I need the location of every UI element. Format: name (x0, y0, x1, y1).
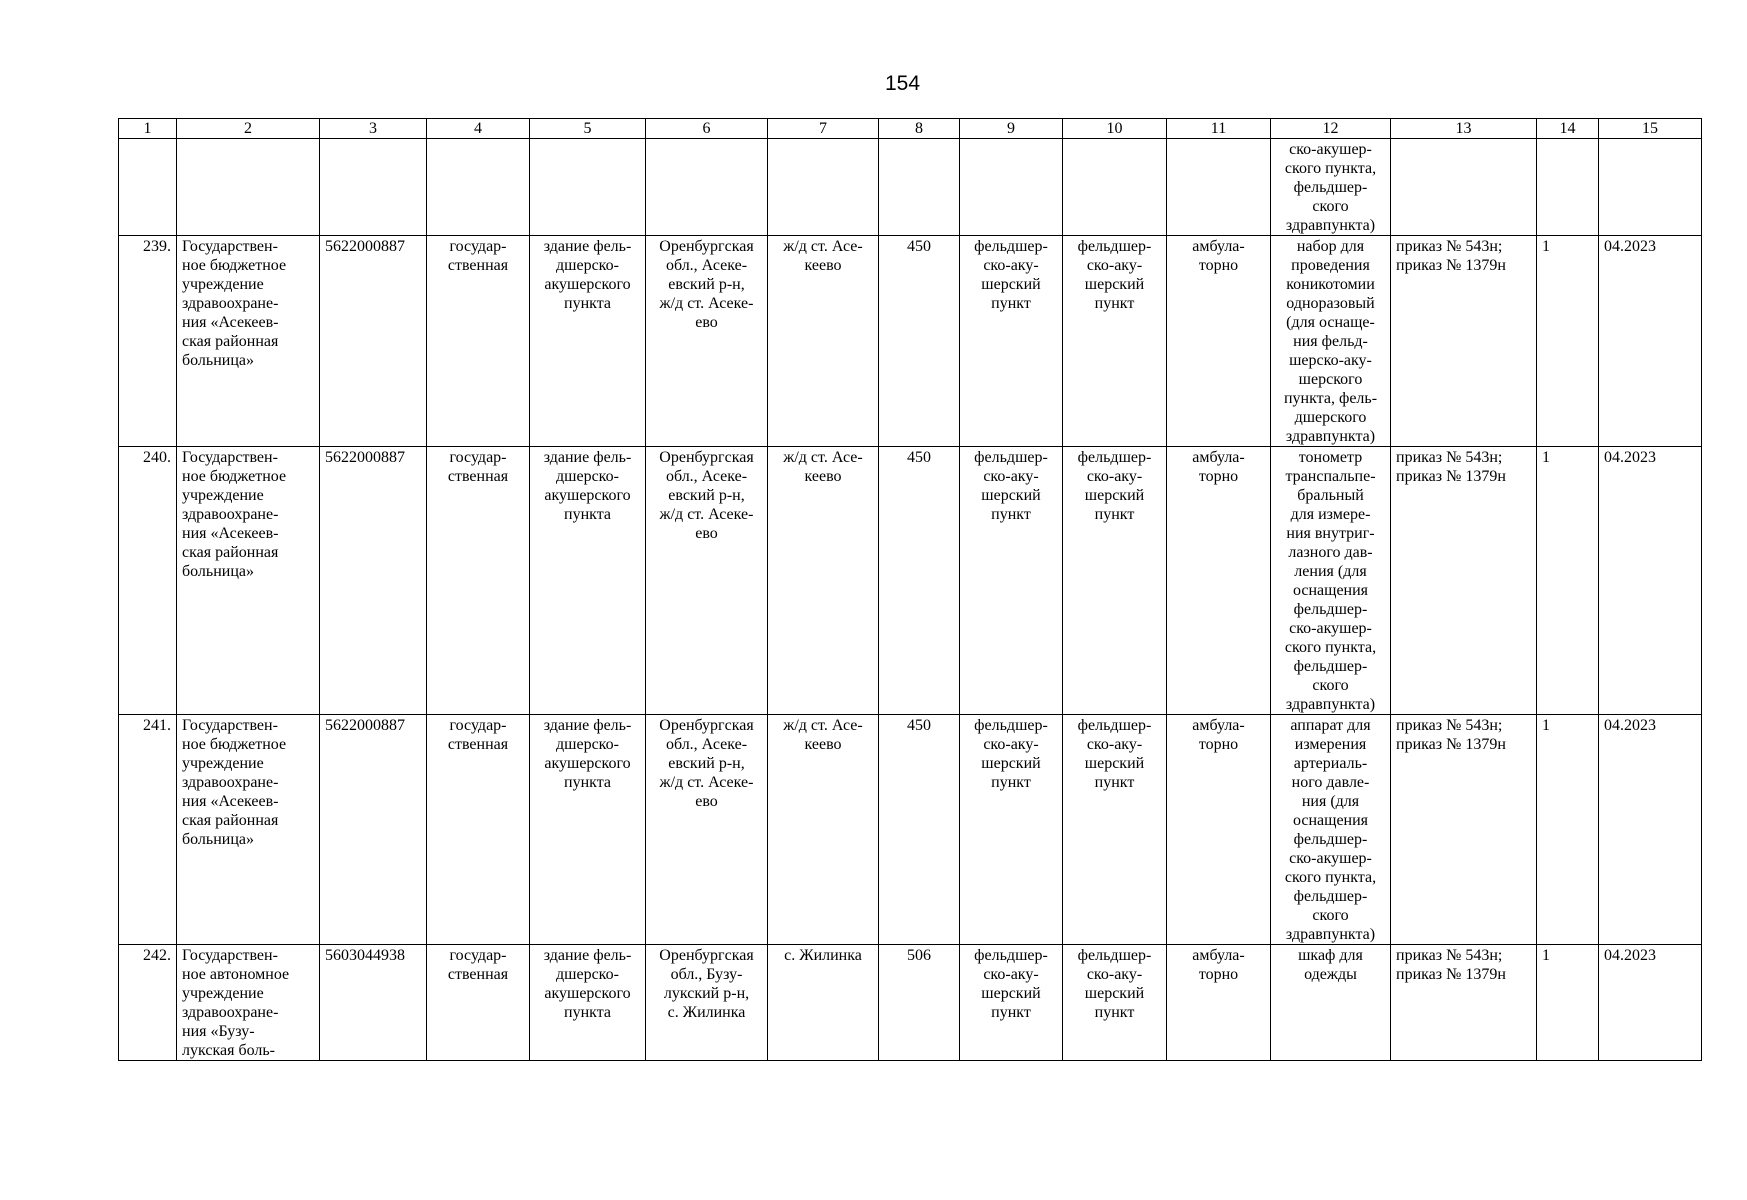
cell-object (530, 139, 646, 236)
cell-care (1167, 139, 1271, 236)
cell-line: кеево (804, 468, 842, 485)
cell-line: приказ № 1379н (1396, 736, 1506, 753)
registry-table (118, 118, 1702, 1061)
cell-line: кеево (804, 736, 842, 753)
cell-line: ского (1312, 677, 1349, 694)
cell-line: ско-аку- (1086, 257, 1143, 274)
cell-num: 240. (119, 447, 177, 715)
cell-line: одноразовый (1286, 295, 1375, 312)
cell-equipment (1271, 447, 1391, 715)
cell-line: лукский р-н, (663, 985, 750, 1002)
cell-locality (768, 139, 879, 236)
cell-line: больница» (182, 831, 254, 848)
cell-org (177, 945, 320, 1061)
cell-inn (320, 139, 427, 236)
cell-line: ния «Асекеев- (182, 793, 279, 810)
cell-line: шерский (981, 276, 1041, 293)
cell-num: 239. (119, 236, 177, 447)
cell-line: акушерского (544, 487, 631, 504)
cell-type9 (960, 139, 1063, 236)
column-header-11: 11 (1167, 119, 1271, 139)
cell-org (177, 447, 320, 715)
cell-line: тонометр (1298, 449, 1363, 466)
cell-line: фельдшер- (1293, 888, 1368, 905)
cell-line: акушерского (544, 755, 631, 772)
cell-equipment (1271, 236, 1391, 447)
cell-line: шерского (1298, 371, 1363, 388)
cell-order (1391, 139, 1537, 236)
cell-line: (для оснаще- (1286, 314, 1375, 331)
cell-line: шерский (981, 755, 1041, 772)
cell-line: здравпункта) (1285, 926, 1376, 943)
table-row (119, 236, 1702, 447)
cell-type9 (960, 447, 1063, 715)
cell-line: ево (695, 314, 718, 331)
cell-care (1167, 945, 1271, 1061)
cell-line: учреждение (182, 985, 264, 1002)
cell-line: приказ № 543н; (1396, 717, 1503, 734)
cell-line: артериаль- (1293, 755, 1368, 772)
cell-line: ского пункта, (1284, 869, 1377, 886)
cell-line: оснащения (1292, 582, 1369, 599)
cell-line: шерский (981, 985, 1041, 1002)
cell-num: 242. (119, 945, 177, 1061)
cell-code: 506 (879, 945, 960, 1061)
cell-order (1391, 447, 1537, 715)
cell-line: ская районная (182, 812, 279, 829)
cell-ownership (427, 236, 530, 447)
column-header-14: 14 (1537, 119, 1599, 139)
cell-qty: 1 (1537, 447, 1599, 715)
cell-locality (768, 715, 879, 945)
cell-line: фельдшер- (974, 238, 1048, 255)
cell-line: пункта (564, 1004, 611, 1021)
cell-num: 241. (119, 715, 177, 945)
cell-address (646, 945, 768, 1061)
cell-line: ния «Асекеев- (182, 314, 279, 331)
column-header-15: 15 (1599, 119, 1702, 139)
cell-line: дшерско- (556, 468, 619, 485)
cell-line: Государствен- (182, 238, 278, 255)
cell-address (646, 139, 768, 236)
cell-line: лазного дав- (1288, 544, 1373, 561)
cell-ownership (427, 139, 530, 236)
cell-address (646, 236, 768, 447)
cell-date (1599, 139, 1702, 236)
cell-line: ж/д ст. Асе- (783, 238, 863, 255)
cell-type10 (1063, 139, 1167, 236)
cell-line: ского (1312, 198, 1349, 215)
cell-object (530, 447, 646, 715)
column-header-1: 1 (119, 119, 177, 139)
cell-line: ско-аку- (1086, 468, 1143, 485)
cell-line: Оренбургская (659, 238, 754, 255)
cell-line: учреждение (182, 276, 264, 293)
cell-care (1167, 715, 1271, 945)
cell-line: здравоохране- (182, 506, 279, 523)
cell-line: фельдшер- (1077, 717, 1152, 734)
cell-line: Оренбургская (659, 947, 754, 964)
cell-line: ская районная (182, 333, 279, 350)
cell-line: государ- (449, 717, 507, 734)
cell-order (1391, 945, 1537, 1061)
cell-date: 04.2023 (1599, 945, 1702, 1061)
cell-line: ско-акушер- (1289, 141, 1372, 158)
cell-line: пункт (1094, 295, 1135, 312)
cell-line: здание фель- (543, 947, 632, 964)
cell-line: пункт (1094, 774, 1135, 791)
cell-care (1167, 236, 1271, 447)
cell-ownership (427, 715, 530, 945)
cell-line: пункт (991, 295, 1031, 312)
cell-line: набор для (1296, 238, 1365, 255)
cell-line: транспальпе- (1285, 468, 1376, 485)
cell-object (530, 236, 646, 447)
cell-line: фельдшер- (1077, 238, 1152, 255)
column-header-7: 7 (768, 119, 879, 139)
cell-line: фельдшер- (1293, 601, 1368, 618)
cell-org (177, 139, 320, 236)
cell-line: ского пункта, (1284, 160, 1377, 177)
cell-line: ния (для (1301, 793, 1360, 810)
column-header-10: 10 (1063, 119, 1167, 139)
cell-line: ско-аку- (983, 736, 1039, 753)
column-header-9: 9 (960, 119, 1063, 139)
cell-line: больница» (182, 563, 254, 580)
cell-line: Государствен- (182, 947, 278, 964)
cell-type10 (1063, 447, 1167, 715)
cell-line: шерско-аку- (1289, 352, 1372, 369)
cell-qty: 1 (1537, 236, 1599, 447)
cell-ownership (427, 447, 530, 715)
column-header-3: 3 (320, 119, 427, 139)
cell-equipment (1271, 715, 1391, 945)
cell-line: обл., Асеке- (665, 468, 748, 485)
cell-line: обл., Асеке- (665, 736, 748, 753)
cell-line: ное автономное (182, 966, 290, 983)
cell-date: 04.2023 (1599, 236, 1702, 447)
cell-date: 04.2023 (1599, 447, 1702, 715)
cell-inn: 5622000887 (320, 236, 427, 447)
cell-line: фельдшер- (1293, 831, 1368, 848)
cell-line: ж/д ст. Асеке- (659, 506, 754, 523)
cell-line: государ- (449, 449, 507, 466)
page-number: 154 (884, 72, 921, 95)
cell-line: ственная (447, 736, 509, 753)
cell-line: приказ № 543н; (1396, 238, 1503, 255)
cell-line: амбула- (1192, 947, 1245, 964)
cell-line: проведения (1291, 257, 1370, 274)
cell-line: ского (1312, 907, 1349, 924)
cell-inn: 5603044938 (320, 945, 427, 1061)
cell-line: учреждение (182, 755, 264, 772)
cell-line: ственная (447, 257, 509, 274)
cell-line: приказ № 543н; (1396, 449, 1503, 466)
cell-ownership (427, 945, 530, 1061)
cell-line: пункта (564, 774, 611, 791)
cell-line: бральный (1297, 487, 1364, 504)
cell-line: государ- (449, 947, 507, 964)
cell-line: торно (1198, 966, 1239, 983)
cell-line: ж/д ст. Асе- (783, 449, 863, 466)
cell-line: обл., Асеке- (665, 257, 748, 274)
cell-line: амбула- (1192, 238, 1245, 255)
cell-line: дшерско- (556, 966, 619, 983)
cell-inn: 5622000887 (320, 715, 427, 945)
cell-type9 (960, 945, 1063, 1061)
cell-line: ное бюджетное (182, 257, 287, 274)
cell-line: ско-аку- (1086, 736, 1143, 753)
cell-line: торно (1198, 736, 1239, 753)
cell-line: ско-аку- (983, 468, 1039, 485)
cell-line: пункт (991, 774, 1031, 791)
cell-line: ского пункта, (1284, 639, 1377, 656)
cell-line: больница» (182, 352, 254, 369)
cell-line: ж/д ст. Асеке- (659, 295, 754, 312)
cell-line: здравоохране- (182, 1004, 279, 1021)
continuation-row (119, 139, 1702, 236)
table-row (119, 447, 1702, 715)
cell-line: ное бюджетное (182, 736, 287, 753)
cell-line: ско-аку- (983, 966, 1039, 983)
cell-line: здание фель- (543, 238, 632, 255)
cell-type9 (960, 715, 1063, 945)
cell-line: ско-аку- (983, 257, 1039, 274)
column-header-4: 4 (427, 119, 530, 139)
cell-line: акушерского (544, 985, 631, 1002)
cell-line: амбула- (1192, 717, 1245, 734)
cell-line: фельдшер- (1293, 179, 1368, 196)
cell-line: здравпункта) (1285, 217, 1376, 234)
cell-line: здравоохране- (182, 774, 279, 791)
cell-line: акушерского (544, 276, 631, 293)
cell-line: одежды (1304, 966, 1357, 983)
cell-qty: 1 (1537, 715, 1599, 945)
cell-org (177, 715, 320, 945)
cell-line: ская районная (182, 544, 279, 561)
cell-line: здание фель- (543, 449, 632, 466)
cell-object (530, 945, 646, 1061)
cell-line: пункт (991, 506, 1031, 523)
cell-line: ево (695, 793, 718, 810)
cell-date: 04.2023 (1599, 715, 1702, 945)
cell-line: коникотомии (1286, 276, 1375, 293)
cell-order (1391, 715, 1537, 945)
cell-line: Государствен- (182, 717, 278, 734)
cell-qty: 1 (1537, 945, 1599, 1061)
cell-line: ния «Асекеев- (182, 525, 279, 542)
cell-line: приказ № 1379н (1396, 468, 1506, 485)
cell-equipment (1271, 945, 1391, 1061)
cell-line: измерения (1294, 736, 1367, 753)
column-header-8: 8 (879, 119, 960, 139)
cell-line: пункта, фель- (1283, 390, 1378, 407)
cell-code: 450 (879, 715, 960, 945)
cell-line: фельдшер- (1077, 449, 1152, 466)
cell-line: ж/д ст. Асеке- (659, 774, 754, 791)
cell-num (119, 139, 177, 236)
cell-line: аппарат для (1290, 717, 1371, 734)
cell-line: приказ № 543н; (1396, 947, 1503, 964)
cell-line: приказ № 1379н (1396, 257, 1506, 274)
cell-care (1167, 447, 1271, 715)
cell-line: кеево (804, 257, 842, 274)
cell-org (177, 236, 320, 447)
cell-line: Оренбургская (659, 449, 754, 466)
cell-line: пункт (1094, 1004, 1135, 1021)
cell-address (646, 447, 768, 715)
cell-line: ния внутриг- (1286, 525, 1375, 542)
cell-type10 (1063, 715, 1167, 945)
cell-line: фельдшер- (974, 717, 1048, 734)
cell-line: приказ № 1379н (1396, 966, 1506, 983)
cell-line: фельдшер- (1293, 658, 1368, 675)
cell-line: здравоохране- (182, 295, 279, 312)
cell-line: ево (695, 525, 718, 542)
cell-type10 (1063, 945, 1167, 1061)
cell-locality (768, 447, 879, 715)
cell-line: ж/д ст. Асе- (783, 717, 863, 734)
cell-line: пункта (564, 506, 611, 523)
cell-line: для измере- (1290, 506, 1371, 523)
cell-locality (768, 236, 879, 447)
column-header-2: 2 (177, 119, 320, 139)
cell-line: шерский (981, 487, 1041, 504)
cell-line: ско-акушер- (1289, 620, 1372, 637)
cell-line: здравпункта) (1285, 696, 1376, 713)
column-header-6: 6 (646, 119, 768, 139)
cell-line: торно (1198, 257, 1239, 274)
cell-line: с. Жилинка (784, 947, 862, 964)
cell-line: пункта (564, 295, 611, 312)
cell-line: шерский (1084, 985, 1145, 1002)
cell-line: евский р-н, (668, 755, 745, 772)
cell-line: ско-аку- (1086, 966, 1143, 983)
table-row (119, 715, 1702, 945)
column-header-5: 5 (530, 119, 646, 139)
cell-line: фельдшер- (974, 947, 1048, 964)
table-row (119, 945, 1702, 1061)
cell-inn: 5622000887 (320, 447, 427, 715)
cell-line: ного давле- (1291, 774, 1370, 791)
cell-line: с. Жилинка (667, 1004, 746, 1021)
cell-qty (1537, 139, 1599, 236)
cell-line: шерский (1084, 755, 1145, 772)
cell-line: шерский (1084, 487, 1145, 504)
cell-line: Оренбургская (659, 717, 754, 734)
cell-line: здание фель- (543, 717, 632, 734)
cell-line: фельдшер- (1077, 947, 1152, 964)
cell-type10 (1063, 236, 1167, 447)
cell-object (530, 715, 646, 945)
cell-line: евский р-н, (668, 276, 745, 293)
cell-line: дшерско- (556, 257, 619, 274)
column-header-13: 13 (1391, 119, 1537, 139)
cell-line: фельдшер- (974, 449, 1048, 466)
cell-line: здравпункта) (1285, 428, 1376, 445)
cell-line: ления (для (1294, 563, 1367, 580)
cell-code: 450 (879, 236, 960, 447)
cell-line: пункт (991, 1004, 1031, 1021)
cell-line: ное бюджетное (182, 468, 287, 485)
cell-line: дшерского (1294, 409, 1367, 426)
cell-line: ственная (447, 468, 509, 485)
cell-order (1391, 236, 1537, 447)
cell-line: Государствен- (182, 449, 278, 466)
cell-line: евский р-н, (668, 487, 745, 504)
cell-code (879, 139, 960, 236)
cell-equipment (1271, 139, 1391, 236)
cell-line: обл., Бузу- (670, 966, 743, 983)
cell-line: государ- (449, 238, 507, 255)
cell-line: ния «Бузу- (182, 1023, 255, 1040)
cell-locality (768, 945, 879, 1061)
cell-line: амбула- (1192, 449, 1245, 466)
cell-line: дшерско- (556, 736, 619, 753)
cell-line: оснащения (1292, 812, 1369, 829)
cell-line: ственная (447, 966, 509, 983)
cell-line: пункт (1094, 506, 1135, 523)
cell-line: ско-акушер- (1289, 850, 1372, 867)
cell-address (646, 715, 768, 945)
header-row (119, 119, 1702, 139)
cell-type9 (960, 236, 1063, 447)
column-header-12: 12 (1271, 119, 1391, 139)
cell-line: шкаф для (1298, 947, 1363, 964)
cell-line: ния фельд- (1293, 333, 1368, 350)
cell-code: 450 (879, 447, 960, 715)
cell-line: торно (1198, 468, 1239, 485)
cell-line: лукская боль- (182, 1042, 275, 1059)
cell-line: шерский (1084, 276, 1145, 293)
cell-line: учреждение (182, 487, 264, 504)
